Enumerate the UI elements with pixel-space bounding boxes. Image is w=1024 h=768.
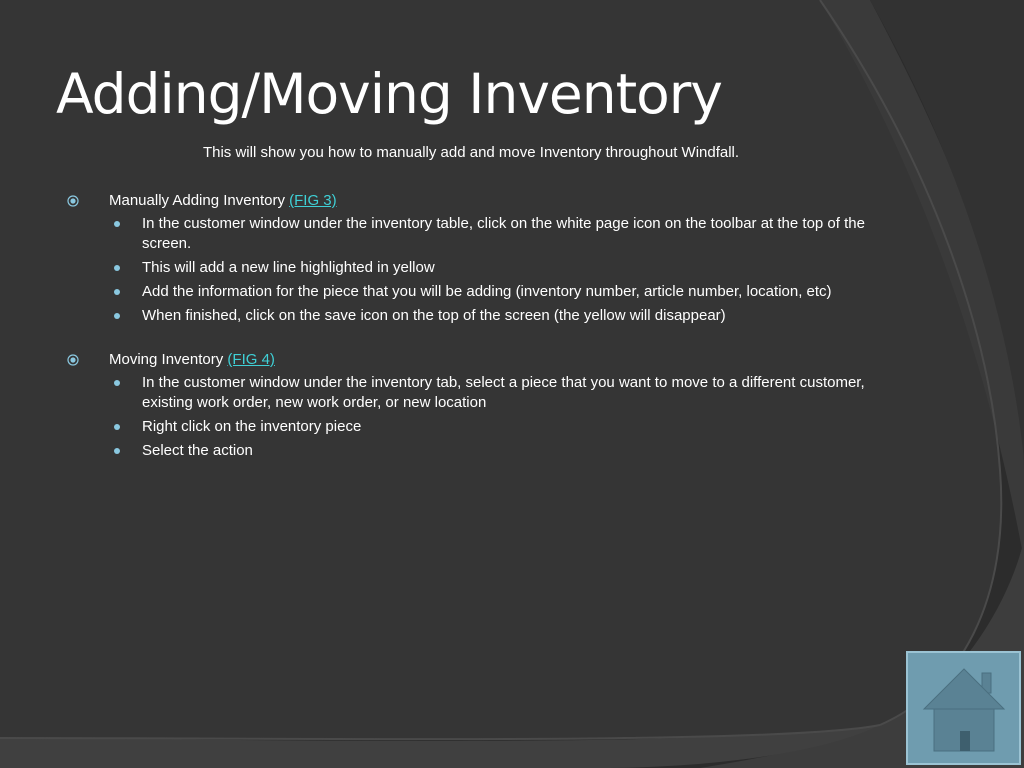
list-item-text: Add the information for the piece that you will be adding (inventory number, article number, location, etc) <box>142 283 832 300</box>
section-heading-text: Manually Adding Inventory <box>109 192 285 209</box>
list-item <box>64 214 874 254</box>
dot-bullet-icon <box>114 380 120 386</box>
section-items <box>64 373 874 461</box>
home-button[interactable] <box>906 651 1021 765</box>
dot-bullet-icon <box>114 265 120 271</box>
section-manually-adding <box>64 191 874 326</box>
list-item <box>64 441 874 461</box>
list-item <box>64 258 874 278</box>
list-item-text: Right click on the inventory piece <box>142 418 362 435</box>
home-icon <box>920 665 1008 753</box>
list-item <box>64 417 874 437</box>
list-item-text: Select the action <box>142 442 253 459</box>
section-items <box>64 214 874 326</box>
fig-3-link[interactable]: (FIG 3) <box>289 192 337 209</box>
slide-subtitle: This will show you how to manually add and move Inventory throughout Windfall. <box>202 144 740 161</box>
section-heading <box>64 191 874 211</box>
list-item <box>64 373 874 413</box>
circle-bullet-icon <box>67 195 79 207</box>
dot-bullet-icon <box>114 289 120 295</box>
section-heading-text: Moving Inventory <box>109 351 224 368</box>
section-heading <box>64 350 874 370</box>
dot-bullet-icon <box>114 221 120 227</box>
list-item-text: In the customer window under the inventory table, click on the white page icon on the toolbar at the top of the screen. <box>142 215 865 252</box>
dot-bullet-icon <box>114 424 120 430</box>
list-item <box>64 282 874 302</box>
slide-content <box>64 191 874 477</box>
list-item-text: This will add a new line highlighted in yellow <box>142 259 435 276</box>
list-item-text: In the customer window under the inventory tab, select a piece that you want to move to a different customer, existing work order, new work order, or new location <box>142 374 865 411</box>
slide-title: Adding/Moving Inventory <box>56 62 722 126</box>
list-item-text: When finished, click on the save icon on the top of the screen (the yellow will disappear) <box>142 307 726 324</box>
dot-bullet-icon <box>114 313 120 319</box>
list-item <box>64 306 874 326</box>
fig-4-link[interactable]: (FIG 4) <box>227 351 275 368</box>
section-moving <box>64 350 874 461</box>
circle-bullet-icon <box>67 354 79 366</box>
dot-bullet-icon <box>114 448 120 454</box>
